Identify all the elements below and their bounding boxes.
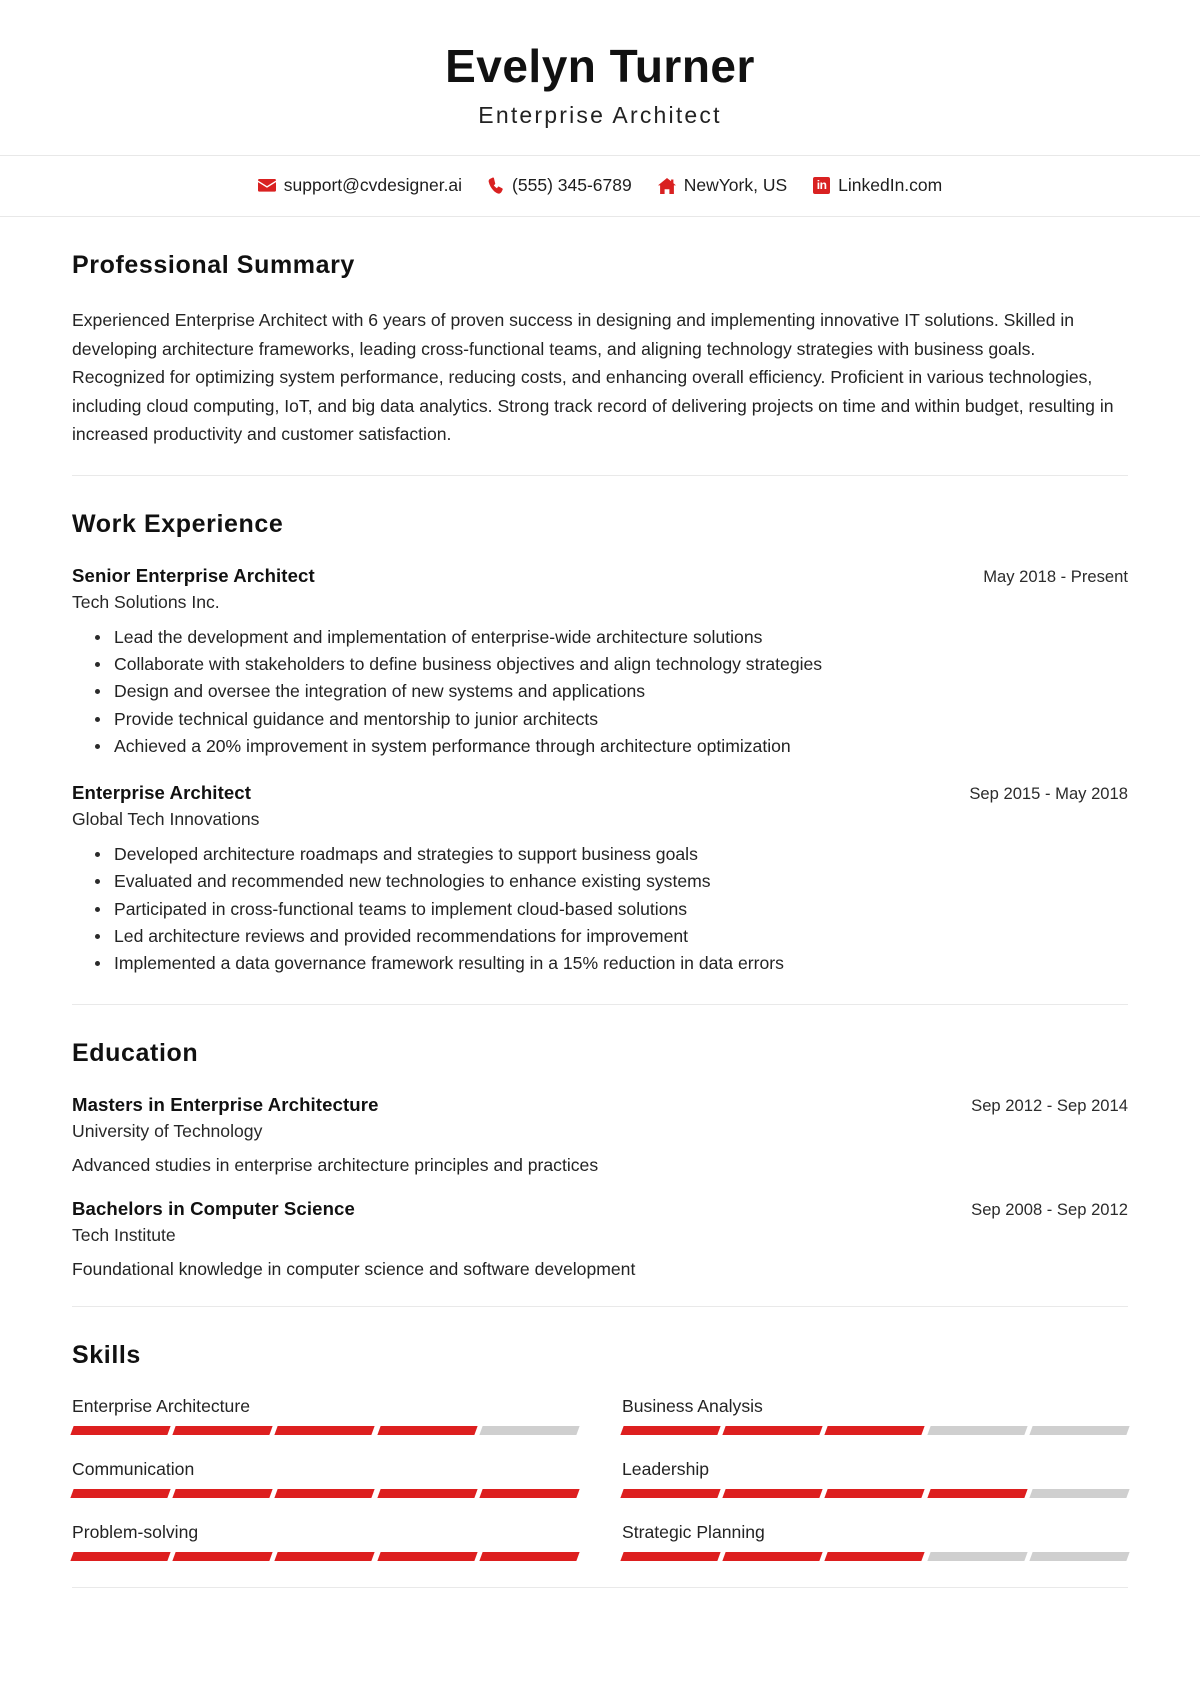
- contact-location-text: NewYork, US: [683, 174, 788, 195]
- skill-level-segment: [70, 1489, 170, 1498]
- skill-level-bar: [72, 1552, 578, 1561]
- work-bullet: Evaluated and recommended new technologies to enhance existing systems: [112, 868, 1128, 895]
- contact-bar: [0, 156, 1200, 218]
- skill-name: Problem-solving: [72, 1521, 199, 1542]
- bottom-rule: [72, 1587, 1128, 1588]
- candidate-job-title: Enterprise Architect: [478, 101, 722, 128]
- education-entry-head: [72, 1198, 1128, 1220]
- skill-level-bar: [72, 1489, 578, 1498]
- skill-level-bar: [622, 1489, 1128, 1498]
- skill-level-segment: [377, 1489, 477, 1498]
- candidate-name: Evelyn Turner: [445, 40, 755, 92]
- skill-name: Business Analysis: [622, 1395, 763, 1416]
- skill-level-segment: [70, 1552, 170, 1561]
- section-work-experience: [0, 476, 1200, 1004]
- skill-level-bar: [622, 1426, 1128, 1435]
- skill-level-segment: [479, 1552, 579, 1561]
- work-bullet: Design and oversee the integration of new systems and applications: [112, 678, 1128, 705]
- resume-header: [0, 0, 1200, 156]
- section-skills: [0, 1307, 1200, 1587]
- education-date: Sep 2008 - Sep 2012: [971, 1199, 1128, 1219]
- skill-level-segment: [825, 1426, 925, 1435]
- linkedin-icon: [813, 177, 830, 194]
- skill-level-segment: [620, 1489, 720, 1498]
- education-entry: [72, 1094, 1128, 1176]
- education-entry: [72, 1198, 1128, 1280]
- contact-email-text: support@cvdesigner.ai: [283, 174, 463, 195]
- skill-item: [72, 1459, 578, 1498]
- skill-level-bar: [622, 1552, 1128, 1561]
- summary-heading: Professional Summary: [72, 251, 355, 280]
- work-entry: [72, 782, 1128, 977]
- skill-item: [622, 1459, 1128, 1498]
- work-bullet-list: [72, 841, 1128, 977]
- contact-location[interactable]: [658, 174, 788, 195]
- work-entry: [72, 565, 1128, 760]
- skill-level-segment: [723, 1426, 823, 1435]
- skill-level-segment: [723, 1489, 823, 1498]
- skill-level-segment: [1029, 1489, 1129, 1498]
- contact-linkedin[interactable]: [813, 174, 943, 195]
- skill-level-segment: [479, 1489, 579, 1498]
- work-bullet: Lead the development and implementation of enterprise-wide architecture solutions: [112, 624, 1128, 651]
- skill-level-bar: [72, 1426, 578, 1435]
- linkedin-badge-label: in: [813, 177, 830, 194]
- section-education: [0, 1005, 1200, 1306]
- education-school: Tech Institute: [72, 1224, 176, 1245]
- work-bullet: Collaborate with stakeholders to define business objectives and align technology strategies: [112, 651, 1128, 678]
- skill-level-segment: [723, 1552, 823, 1561]
- work-bullet: Achieved a 20% improvement in system performance through architecture optimization: [112, 733, 1128, 760]
- section-professional-summary: [0, 217, 1200, 475]
- skill-name: Leadership: [622, 1458, 710, 1479]
- education-date: Sep 2012 - Sep 2014: [971, 1095, 1128, 1115]
- skills-grid: [72, 1396, 1128, 1561]
- skill-item: [622, 1522, 1128, 1561]
- skill-level-segment: [620, 1426, 720, 1435]
- work-date: May 2018 - Present: [983, 566, 1128, 586]
- work-bullet-list: [72, 624, 1128, 760]
- envelope-icon: [258, 179, 276, 192]
- skill-item: [72, 1396, 578, 1435]
- skill-level-segment: [275, 1489, 375, 1498]
- skill-level-segment: [70, 1426, 170, 1435]
- work-entry-head: [72, 782, 1128, 804]
- skill-level-segment: [927, 1426, 1027, 1435]
- work-entry-head: [72, 565, 1128, 587]
- work-position: Enterprise Architect: [72, 782, 252, 804]
- skill-level-segment: [173, 1552, 273, 1561]
- skill-level-segment: [1029, 1426, 1129, 1435]
- skill-level-segment: [1029, 1552, 1129, 1561]
- skill-name: Enterprise Architecture: [72, 1395, 250, 1416]
- skill-level-segment: [825, 1552, 925, 1561]
- work-company: Global Tech Innovations: [72, 809, 260, 830]
- skill-level-segment: [377, 1426, 477, 1435]
- work-bullet: Implemented a data governance framework resulting in a 15% reduction in data errors: [112, 950, 1128, 977]
- education-school: University of Technology: [72, 1120, 263, 1141]
- contact-linkedin-text: LinkedIn.com: [838, 174, 943, 195]
- work-company: Tech Solutions Inc.: [72, 591, 220, 612]
- phone-icon: [488, 177, 504, 194]
- summary-paragraph: Experienced Enterprise Architect with 6 years of proven success in designing and implementing innovative IT solutions. Skilled in developing architecture frameworks, leading cross-functional teams, and aligning technology strategies with business goals. Recognized for optimizing system performance, reducing costs, and enhancing overall efficiency. Proficient in various technologies, including cloud computing, IoT, and big data analytics. Strong track record of delivering projects on time and within budget, resulting in increased productivity and customer satisfaction.: [72, 310, 1114, 445]
- skill-item: [72, 1522, 578, 1561]
- work-bullet: Led architecture reviews and provided recommendations for improvement: [112, 923, 1128, 950]
- skill-level-segment: [927, 1552, 1027, 1561]
- contact-phone-text: (555) 345-6789: [512, 174, 632, 195]
- skill-level-segment: [173, 1426, 273, 1435]
- skill-level-segment: [275, 1552, 375, 1561]
- education-description: Advanced studies in enterprise architecture principles and practices: [72, 1154, 599, 1175]
- skill-level-segment: [173, 1489, 273, 1498]
- skill-name: Strategic Planning: [622, 1521, 765, 1542]
- education-heading: Education: [72, 1038, 199, 1067]
- work-date: Sep 2015 - May 2018: [969, 784, 1128, 804]
- skill-level-segment: [927, 1489, 1027, 1498]
- skills-heading: Skills: [72, 1340, 141, 1369]
- skill-level-segment: [377, 1552, 477, 1561]
- work-bullet: Participated in cross-functional teams to implement cloud-based solutions: [112, 896, 1128, 923]
- home-icon: [658, 178, 676, 194]
- skill-level-segment: [620, 1552, 720, 1561]
- work-heading: Work Experience: [72, 509, 284, 538]
- contact-email[interactable]: [258, 174, 463, 195]
- skill-level-segment: [825, 1489, 925, 1498]
- skill-name: Communication: [72, 1458, 195, 1479]
- work-bullet: Provide technical guidance and mentorship to junior architects: [112, 706, 1128, 733]
- education-description: Foundational knowledge in computer science and software development: [72, 1258, 636, 1279]
- skill-level-segment: [275, 1426, 375, 1435]
- skill-item: [622, 1396, 1128, 1435]
- work-position: Senior Enterprise Architect: [72, 564, 315, 586]
- work-bullet: Developed architecture roadmaps and strategies to support business goals: [112, 841, 1128, 868]
- contact-phone[interactable]: [488, 174, 632, 195]
- skill-level-segment: [479, 1426, 579, 1435]
- education-degree: Bachelors in Computer Science: [72, 1197, 355, 1219]
- education-degree: Masters in Enterprise Architecture: [72, 1093, 379, 1115]
- education-entry-head: [72, 1094, 1128, 1116]
